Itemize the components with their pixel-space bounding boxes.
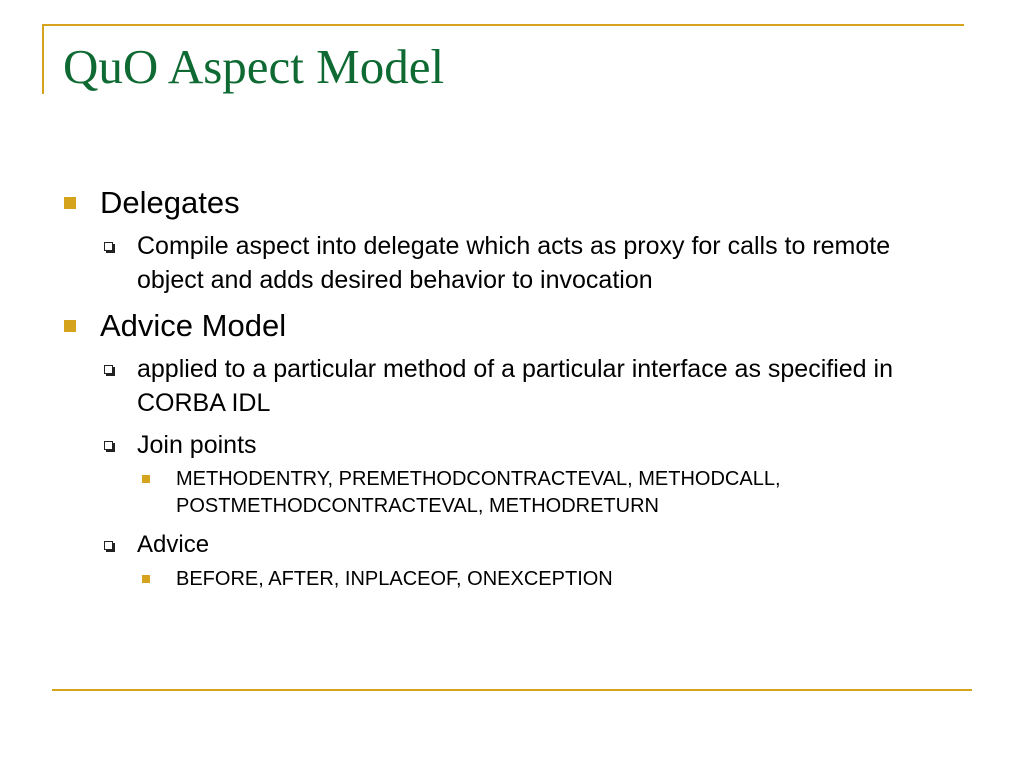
small-square-bullet-icon [142, 575, 150, 583]
sub-sub-bullet-join-point-values [62, 466, 962, 520]
sub-bullet-delegate-text: Compile aspect into delegate which acts as proxy for calls to remote object and adds desired behavior to invocation [137, 232, 891, 294]
sub-bullet-applied-text: applied to a particular method of a particular interface as specified in CORBA IDL [137, 355, 893, 417]
square-bullet-icon [64, 320, 76, 332]
hollow-square-bullet-icon [104, 365, 113, 374]
sub-bullet-join-points [62, 428, 962, 462]
bullet-advice-model [62, 305, 962, 347]
hollow-square-bullet-icon [104, 541, 113, 550]
bullet-delegates-label: Delegates [100, 185, 240, 220]
bottom-rule [52, 689, 972, 691]
bullet-delegates [62, 182, 962, 224]
sub-bullet-advice-label: Advice [137, 531, 210, 558]
advice-values-text: BEFORE, AFTER, INPLACEOF, ONEXCEPTION [176, 568, 613, 590]
sub-sub-bullet-advice-values [62, 566, 962, 593]
small-square-bullet-icon [142, 475, 150, 483]
sub-bullet-advice [62, 528, 962, 562]
slide-body [62, 182, 962, 593]
hollow-square-bullet-icon [104, 242, 113, 251]
sub-bullet-join-points-label: Join points [137, 431, 257, 459]
square-bullet-icon [64, 197, 76, 209]
bullet-advice-model-label: Advice Model [100, 308, 287, 343]
sub-bullet-delegate-description [62, 229, 962, 297]
hollow-square-bullet-icon [104, 441, 113, 450]
left-rule [42, 24, 44, 94]
join-point-values-text: METHODENTRY, PREMETHODCONTRACTEVAL, METHODCALL, POSTMETHODCONTRACTEVAL, METHODRETURN [176, 468, 781, 517]
slide-title: QuO Aspect Model [63, 39, 445, 94]
top-rule [42, 24, 964, 26]
sub-bullet-applied [62, 352, 962, 420]
